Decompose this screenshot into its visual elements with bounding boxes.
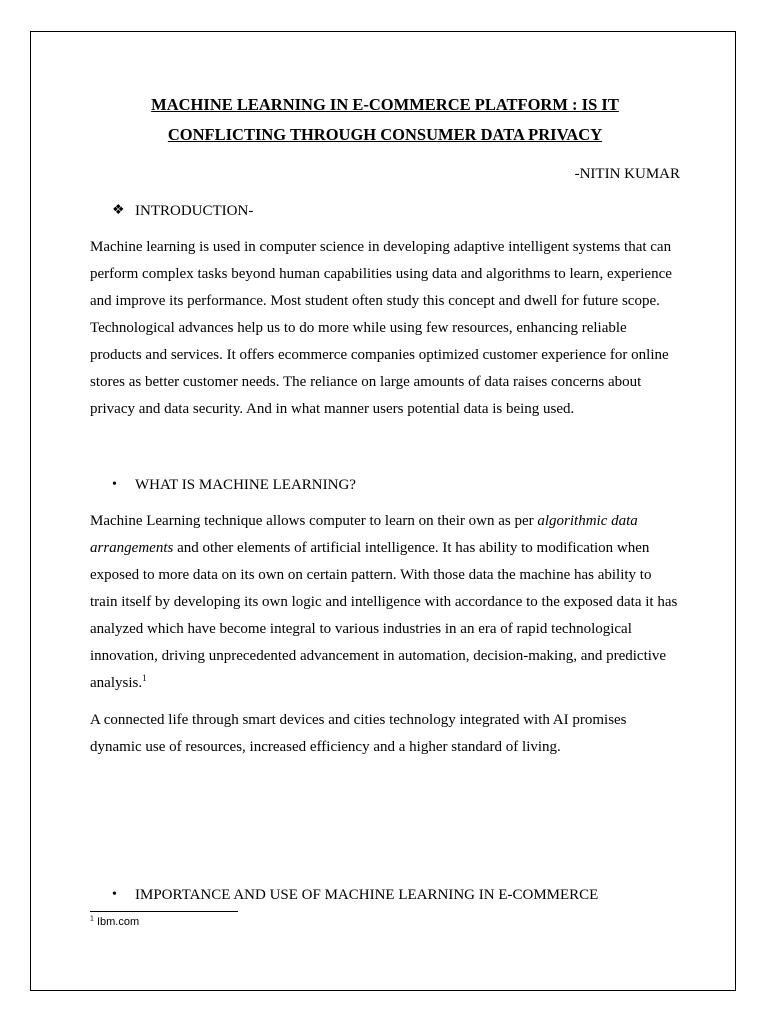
- section-heading-importance: [90, 885, 680, 905]
- heading-text: INTRODUCTION-: [135, 203, 254, 219]
- footnote-number: 1: [90, 915, 94, 923]
- author-name: -NITIN KUMAR: [574, 166, 680, 182]
- footnote: [90, 914, 139, 930]
- heading-text: WHAT IS MACHINE LEARNING?: [135, 477, 356, 493]
- ml-paragraph-1-italic: algorithmic data arrangements: [90, 513, 638, 556]
- bullet-icon: •: [112, 887, 117, 902]
- heading-text: IMPORTANCE AND USE OF MACHINE LEARNING IN E-COMMERCE: [135, 887, 599, 903]
- document-body: [90, 90, 680, 905]
- ml-paragraph-1-text-b: and other elements of artificial intelligence. It has ability to modification when exposed to more data on its own on certain pattern. With those data the machine has ability to train itself by developing its own logic and intelligence with accordance to the exposed data it has analyzed which have become integral to various industries in an era of rapid technological innovation, driving unprecedented advancement in automation, decision-making, and predictive analysis.: [90, 540, 678, 691]
- bullet-icon: •: [112, 477, 117, 492]
- diamond-bullet-icon: ❖: [112, 203, 125, 218]
- intro-paragraph: Machine learning is used in computer science in developing adaptive intelligent systems that can perform complex tasks beyond human capabilities using data and algorithms to learn, experience and improve its performance. Most student often study this concept and dwell for future scope. Technological advances help us to do more while using few resources, enhancing reliable products and services. It offers ecommerce companies optimized customer experience for online stores as better customer needs. The reliance on large amounts of data raises concerns about privacy and data security. And in what manner users potential data is being used.: [90, 239, 672, 417]
- section-heading-what-is-ml: [90, 475, 680, 495]
- title-line-2: CONFLICTING THROUGH CONSUMER DATA PRIVACY: [167, 125, 603, 144]
- ml-paragraph-1: [90, 508, 680, 697]
- footnote-separator: [90, 911, 238, 912]
- ml-paragraph-2: A connected life through smart devices and cities technology integrated with AI promises dynamic use of resources, increased efficiency and a higher standard of living.: [90, 712, 627, 755]
- footnote-reference: 1: [142, 673, 147, 683]
- section-heading-introduction: [90, 201, 680, 221]
- document-title: [90, 90, 680, 150]
- footnote-text: Ibm.com: [93, 916, 140, 928]
- title-line-1: MACHINE LEARNING IN E-COMMERCE PLATFORM : IS IT: [151, 95, 619, 114]
- ml-paragraph-1-text-a: Machine Learning technique allows computer to learn on their own as per: [90, 513, 538, 529]
